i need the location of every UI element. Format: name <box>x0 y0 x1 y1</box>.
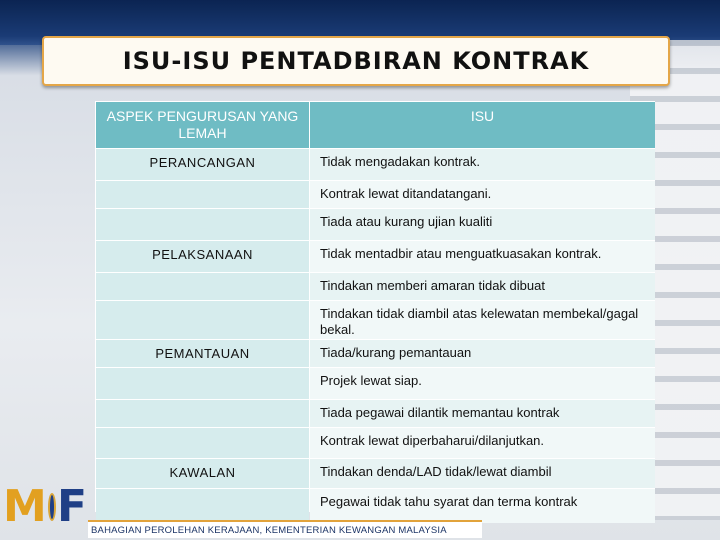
aspect-cell <box>96 400 309 427</box>
issue-cell: Tindakan memberi amaran tidak dibuat <box>310 273 655 300</box>
issue-cell: Projek lewat siap. <box>310 368 655 399</box>
footer-bar <box>88 520 482 538</box>
aspect-cell: PERANCANGAN <box>96 149 309 180</box>
issue-cell: Kontrak lewat ditandatangani. <box>310 181 655 208</box>
aspect-cell <box>96 489 309 523</box>
mof-logo <box>3 478 87 536</box>
aspect-cell: PEMANTAUAN <box>96 340 309 367</box>
logo-letter-f: F <box>56 481 87 532</box>
issue-cell: Tindakan denda/LAD tidak/lewat diambil <box>310 459 655 488</box>
header-issue: ISU <box>310 102 655 148</box>
aspect-cell <box>96 368 309 399</box>
issue-cell: Tindakan tidak diambil atas kelewatan membekal/gagal bekal. <box>310 301 655 339</box>
issue-cell: Tiada/kurang pemantauan <box>310 340 655 367</box>
aspect-cell: KAWALAN <box>96 459 309 488</box>
issues-table <box>95 101 655 512</box>
issue-cell: Kontrak lewat diperbaharui/dilanjutkan. <box>310 428 655 458</box>
aspect-cell <box>96 273 309 300</box>
issue-cell: Tidak mentadbir atau menguatkuasakan kontrak. <box>310 241 655 272</box>
aspect-cell <box>96 209 309 240</box>
title-box <box>42 36 670 86</box>
logo-letter-m: M <box>3 481 47 532</box>
aspect-cell <box>96 428 309 458</box>
aspect-cell <box>96 301 309 339</box>
aspect-cell <box>96 181 309 208</box>
issue-cell: Pegawai tidak tahu syarat dan terma kontrak <box>310 489 655 523</box>
footer-text: BAHAGIAN PEROLEHAN KERAJAAN, KEMENTERIAN KEWANGAN MALAYSIA <box>91 524 447 536</box>
header-aspect: ASPEK PENGURUSAN YANG LEMAH <box>96 102 309 148</box>
aspect-cell: PELAKSANAAN <box>96 241 309 272</box>
issue-cell: Tiada atau kurang ujian kualiti <box>310 209 655 240</box>
slide-title: ISU-ISU PENTADBIRAN KONTRAK <box>122 47 590 75</box>
globe-icon <box>48 493 56 521</box>
issue-cell: Tiada pegawai dilantik memantau kontrak <box>310 400 655 427</box>
issue-cell: Tidak mengadakan kontrak. <box>310 149 655 180</box>
